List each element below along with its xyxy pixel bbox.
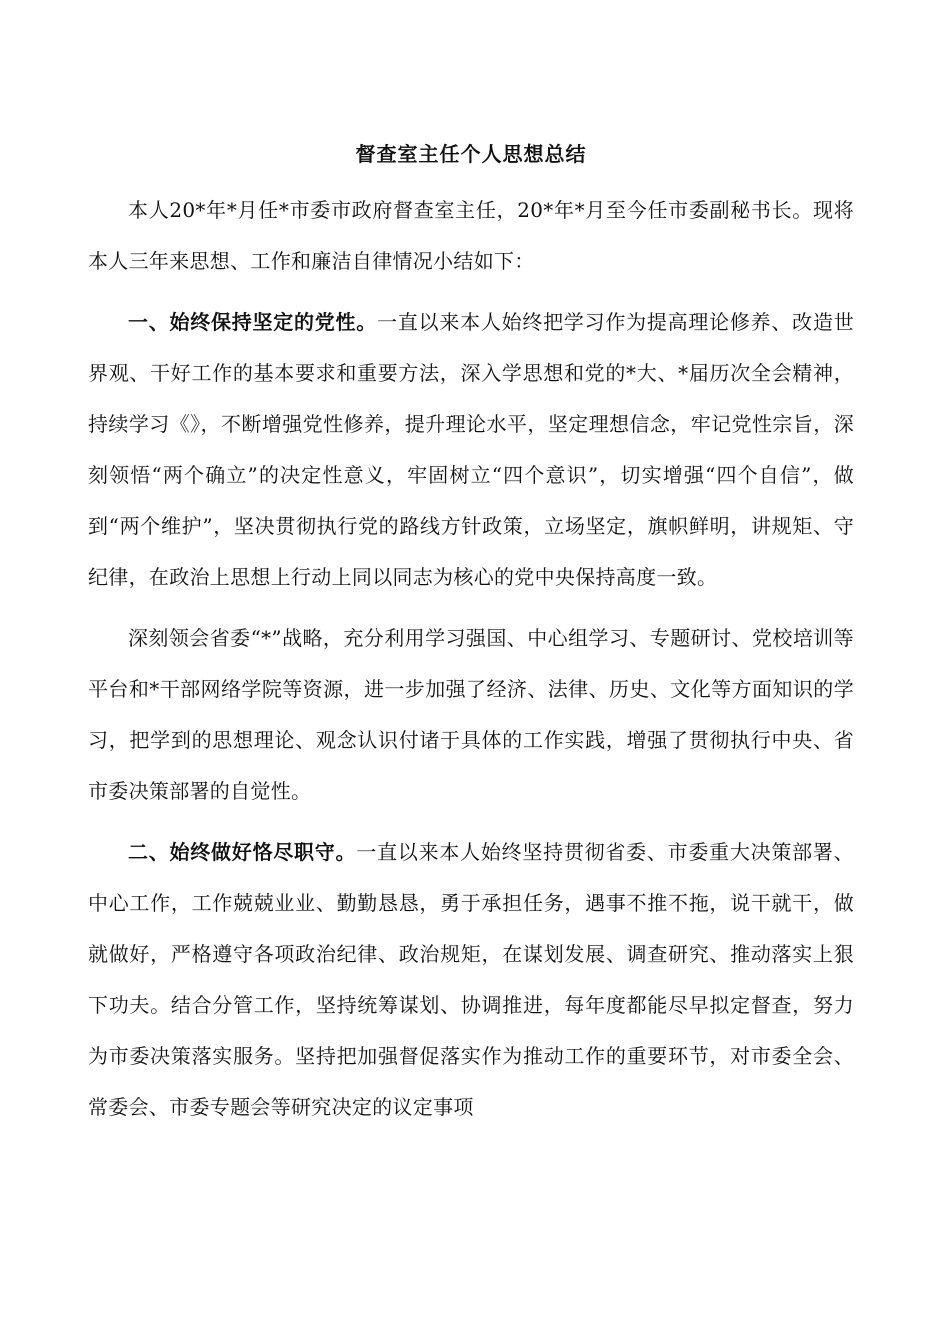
document-title: 督查室主任个人思想总结 [355, 142, 587, 166]
paragraph-text: 深刻领会省委“*”战略，充分利用学习强国、中心组学习、专题研讨、党校培训等平台和*干部网络学院等资源，进一步加强了经济、法律、历史、文化等方面知识的学习，把学到的思想理论、观念认识付诸于具体的工作实践，增强了贯彻执行中央、省市委决策部署的自觉性。 [88, 626, 854, 803]
paragraph-text: 一直以来本人始终把学习作为提高理论修养、改造世界观、干好工作的基本要求和重要方法，深入学思想和党的*大、*届历次全会精神，持续学习《》，不断增强党性修养，提升理论水平，坚定理想信念，牢记党性宗旨，深刻领悟“两个确立”的决定性意义，牢固树立“四个意识”，切实增强“四个自信”，做到“两个维护”，坚决贯彻执行党的路线方针政策，立场坚定，旗帜鲜明，讲规矩、守纪律，在政治上思想上行动上同以同志为核心的党中央保持高度一致。 [88, 310, 854, 589]
paragraph-text: 本人20*年*月任*市委市政府督查室主任，20*年*月至今任市委副秘书长。现将本人三年来思想、工作和廉洁自律情况小结如下： [88, 198, 854, 273]
section-heading: 一、始终保持坚定的党性。 [128, 310, 378, 334]
paragraph-text: 一直以来本人始终坚持贯彻省委、市委重大决策部署、中心工作，工作兢兢业业、勤勤恳恳，勇于承担任务，遇事不推不拖，说干就干，做就做好，严格遵守各项政治纪律、政治规矩，在谋划发展、调查研究、推动落实上狠下功夫。结合分管工作，坚持统筹谋划、协调推进，每年度都能尽早拟定督查，努力为市委决策落实服务。坚持把加强督促落实作为推动工作的重要环节，对市委全会、常委会、市委专题会等研究决定的议定事项 [88, 840, 854, 1119]
paragraph-section-two [88, 827, 854, 1133]
section-heading: 二、始终做好恪尽职守。 [128, 840, 357, 864]
paragraph-study [88, 613, 854, 817]
document-page [88, 138, 854, 1143]
paragraph-intro [88, 185, 854, 287]
paragraph-section-one [88, 297, 854, 603]
